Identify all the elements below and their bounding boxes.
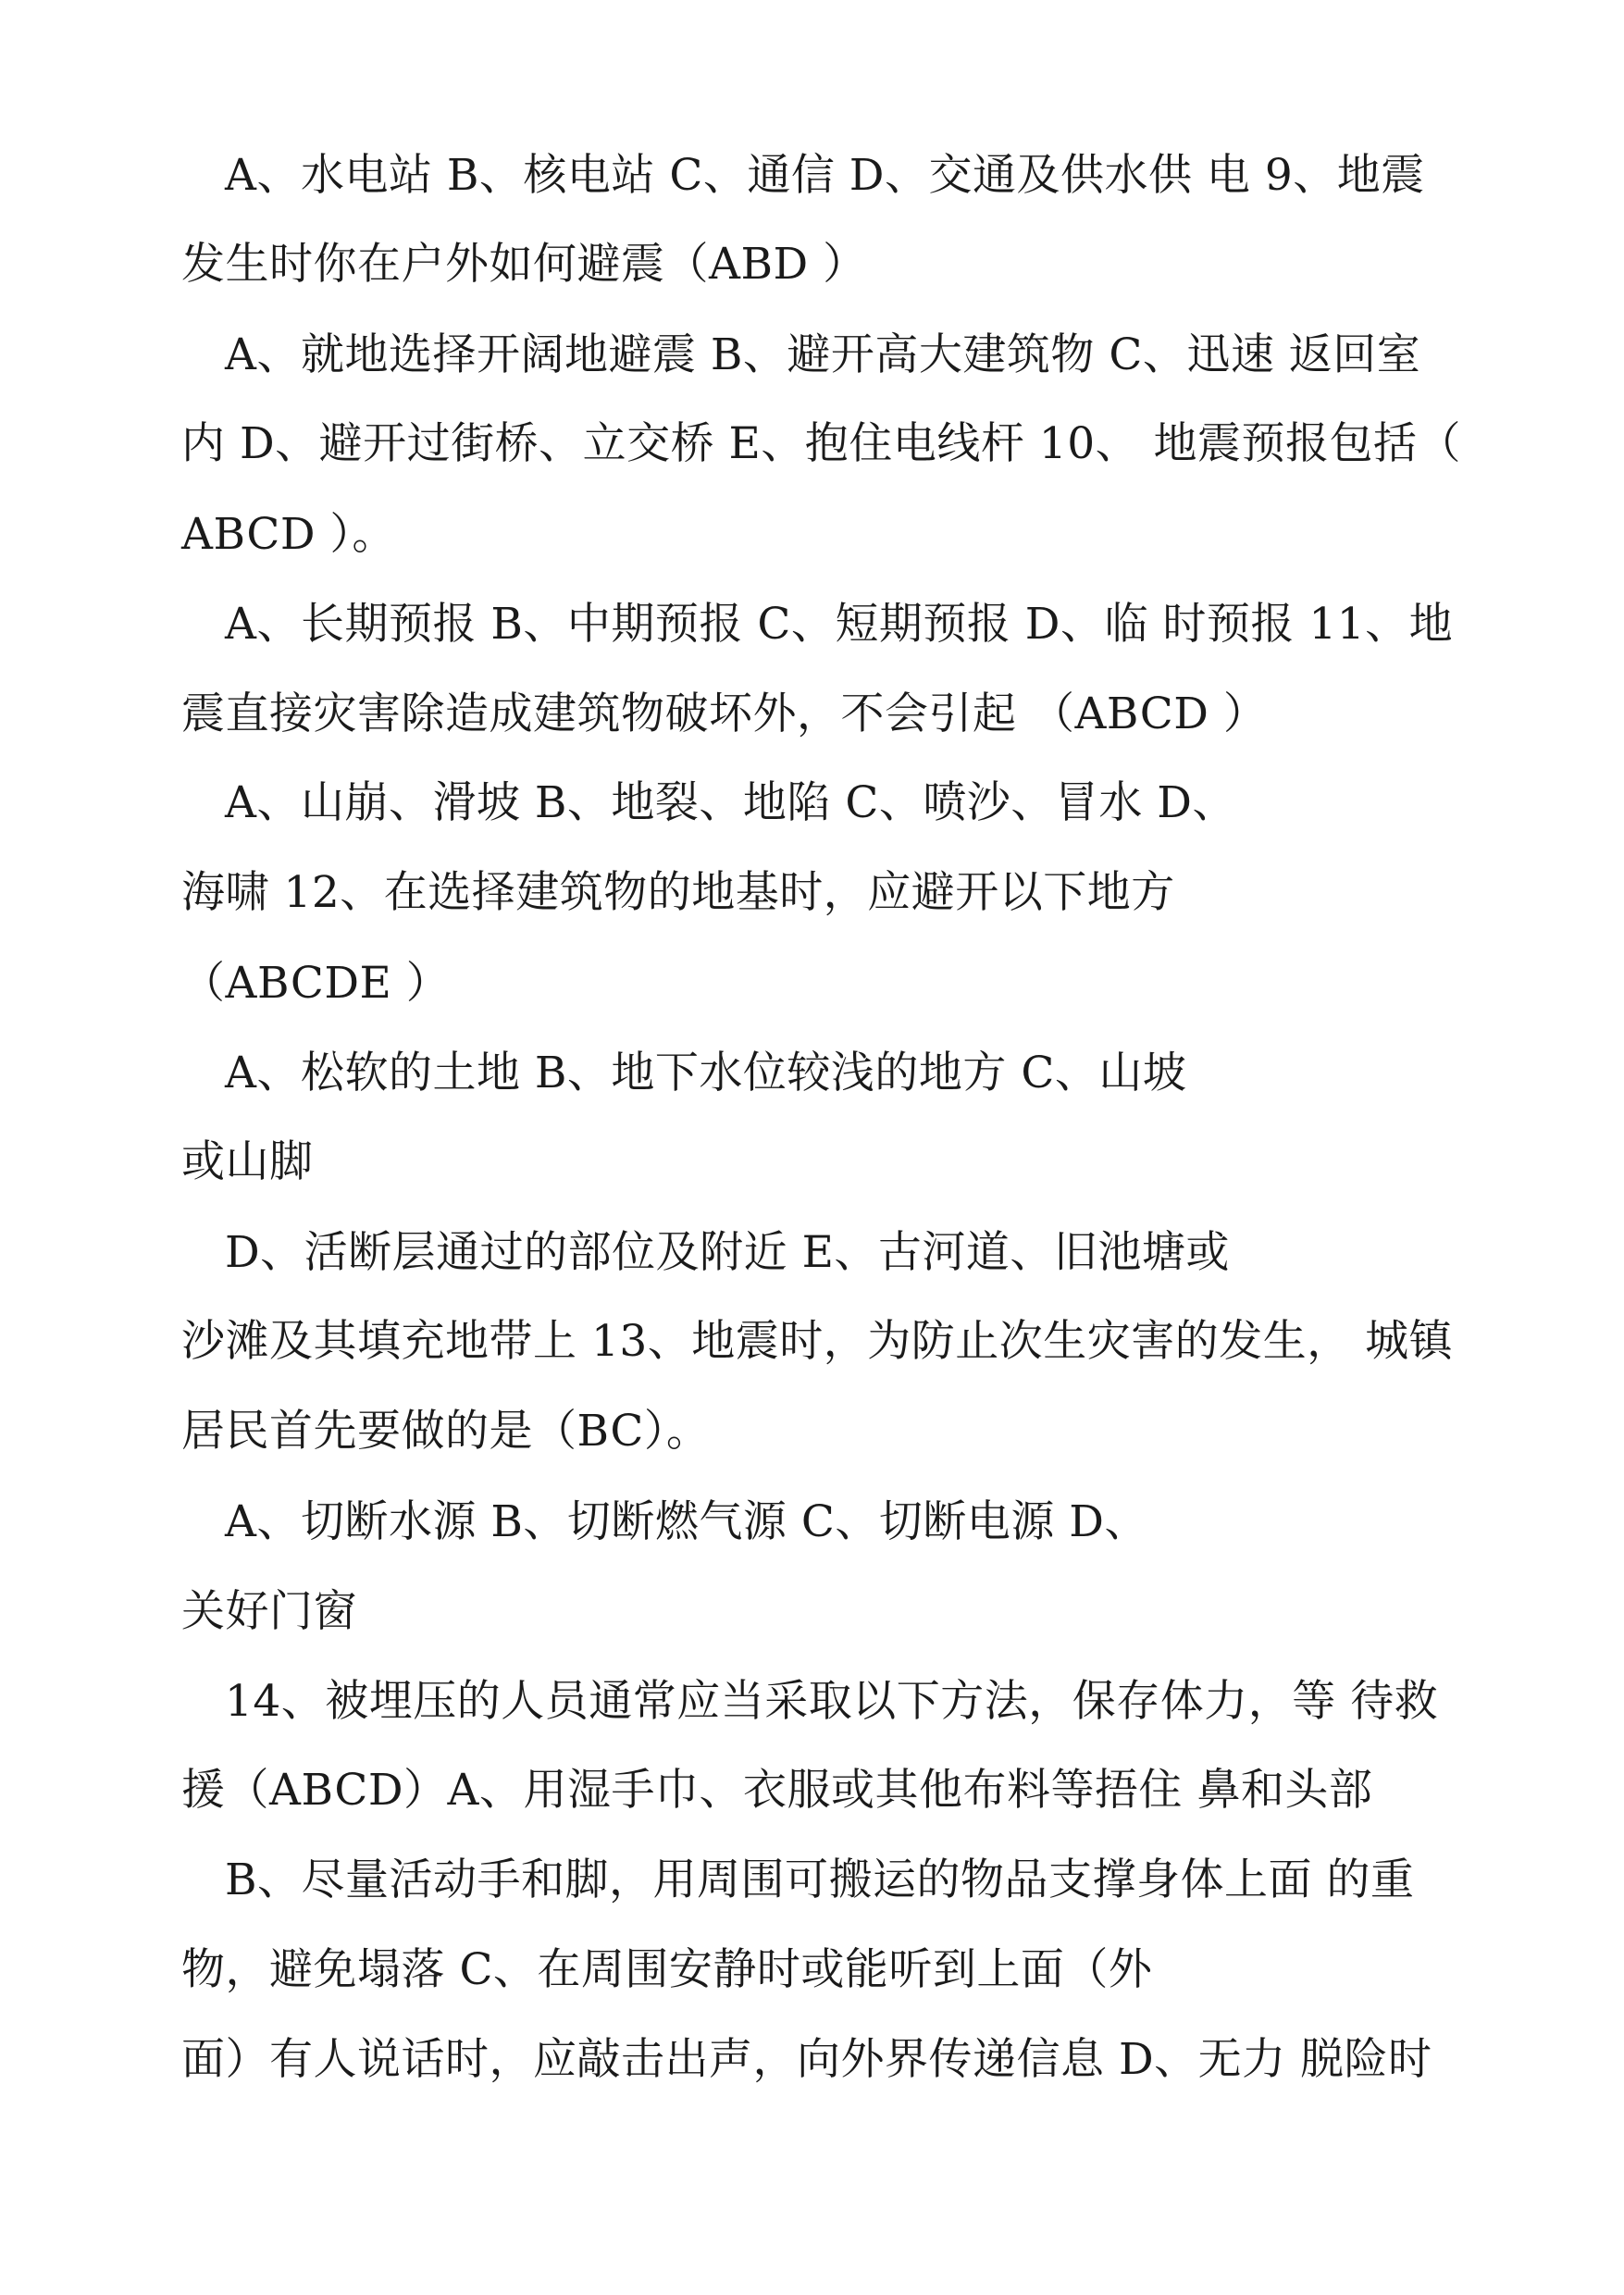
text-line-3: A、就地选择开阔地避震 B、避开高大建筑物 C、迅速 返回室 [225, 329, 1421, 380]
text-line-2: 发生时你在户外如何避震（ABD ） [181, 239, 867, 290]
text-line-9: 海啸 12、在选择建筑物的地基时，应避开以下地方 [181, 867, 1175, 918]
text-line-19: 援（ABCD）A、用湿手巾、衣服或其他布料等捂住 鼻和头部 [181, 1765, 1373, 1816]
text-line-20: B、尽量活动手和脚，用周围可搬运的物品支撑身体上面 的重 [225, 1855, 1415, 1905]
text-line-22: 面）有人说话时，应敲击出声，向外界传递信息 D、无力 脱险时 [181, 2034, 1432, 2085]
text-line-17: 关好门窗 [181, 1586, 357, 1637]
text-line-4: 内 D、避开过街桥、立交桥 E、抱住电线杆 10、 地震预报包括（ [181, 418, 1462, 469]
text-line-18: 14、被埋压的人员通常应当采取以下方法，保存体力，等 待救 [225, 1676, 1439, 1727]
text-line-8: A、山崩、滑坡 B、地裂、地陷 C、喷沙、冒水 D、 [225, 777, 1236, 828]
text-line-21: 物，避免塌落 C、在周围安静时或能听到上面（外 [181, 1944, 1153, 1995]
text-line-7: 震直接灾害除造成建筑物破坏外，不会引起 （ABCD ） [181, 688, 1268, 739]
text-line-5: ABCD ）。 [181, 509, 396, 560]
text-line-12: 或山脚 [181, 1136, 314, 1187]
text-line-11: A、松软的土地 B、地下水位较浅的地方 C、山坡 [225, 1048, 1187, 1098]
text-line-10: （ABCDE ） [181, 958, 451, 1009]
text-line-1: A、水电站 B、核电站 C、通信 D、交通及供水供 电 9、地震 [225, 150, 1425, 201]
text-line-13: D、活断层通过的部位及附近 E、古河道、旧池塘或 [225, 1227, 1230, 1278]
text-line-15: 居民首先要做的是（BC）。 [181, 1406, 711, 1457]
text-line-6: A、长期预报 B、中期预报 C、短期预报 D、临 时预报 11、地 [225, 599, 1454, 650]
text-line-16: A、切断水源 B、切断燃气源 C、切断电源 D、 [225, 1496, 1148, 1547]
text-line-14: 沙滩及其填充地带上 13、地震时，为防止次生灾害的发生， 城镇 [181, 1316, 1454, 1367]
